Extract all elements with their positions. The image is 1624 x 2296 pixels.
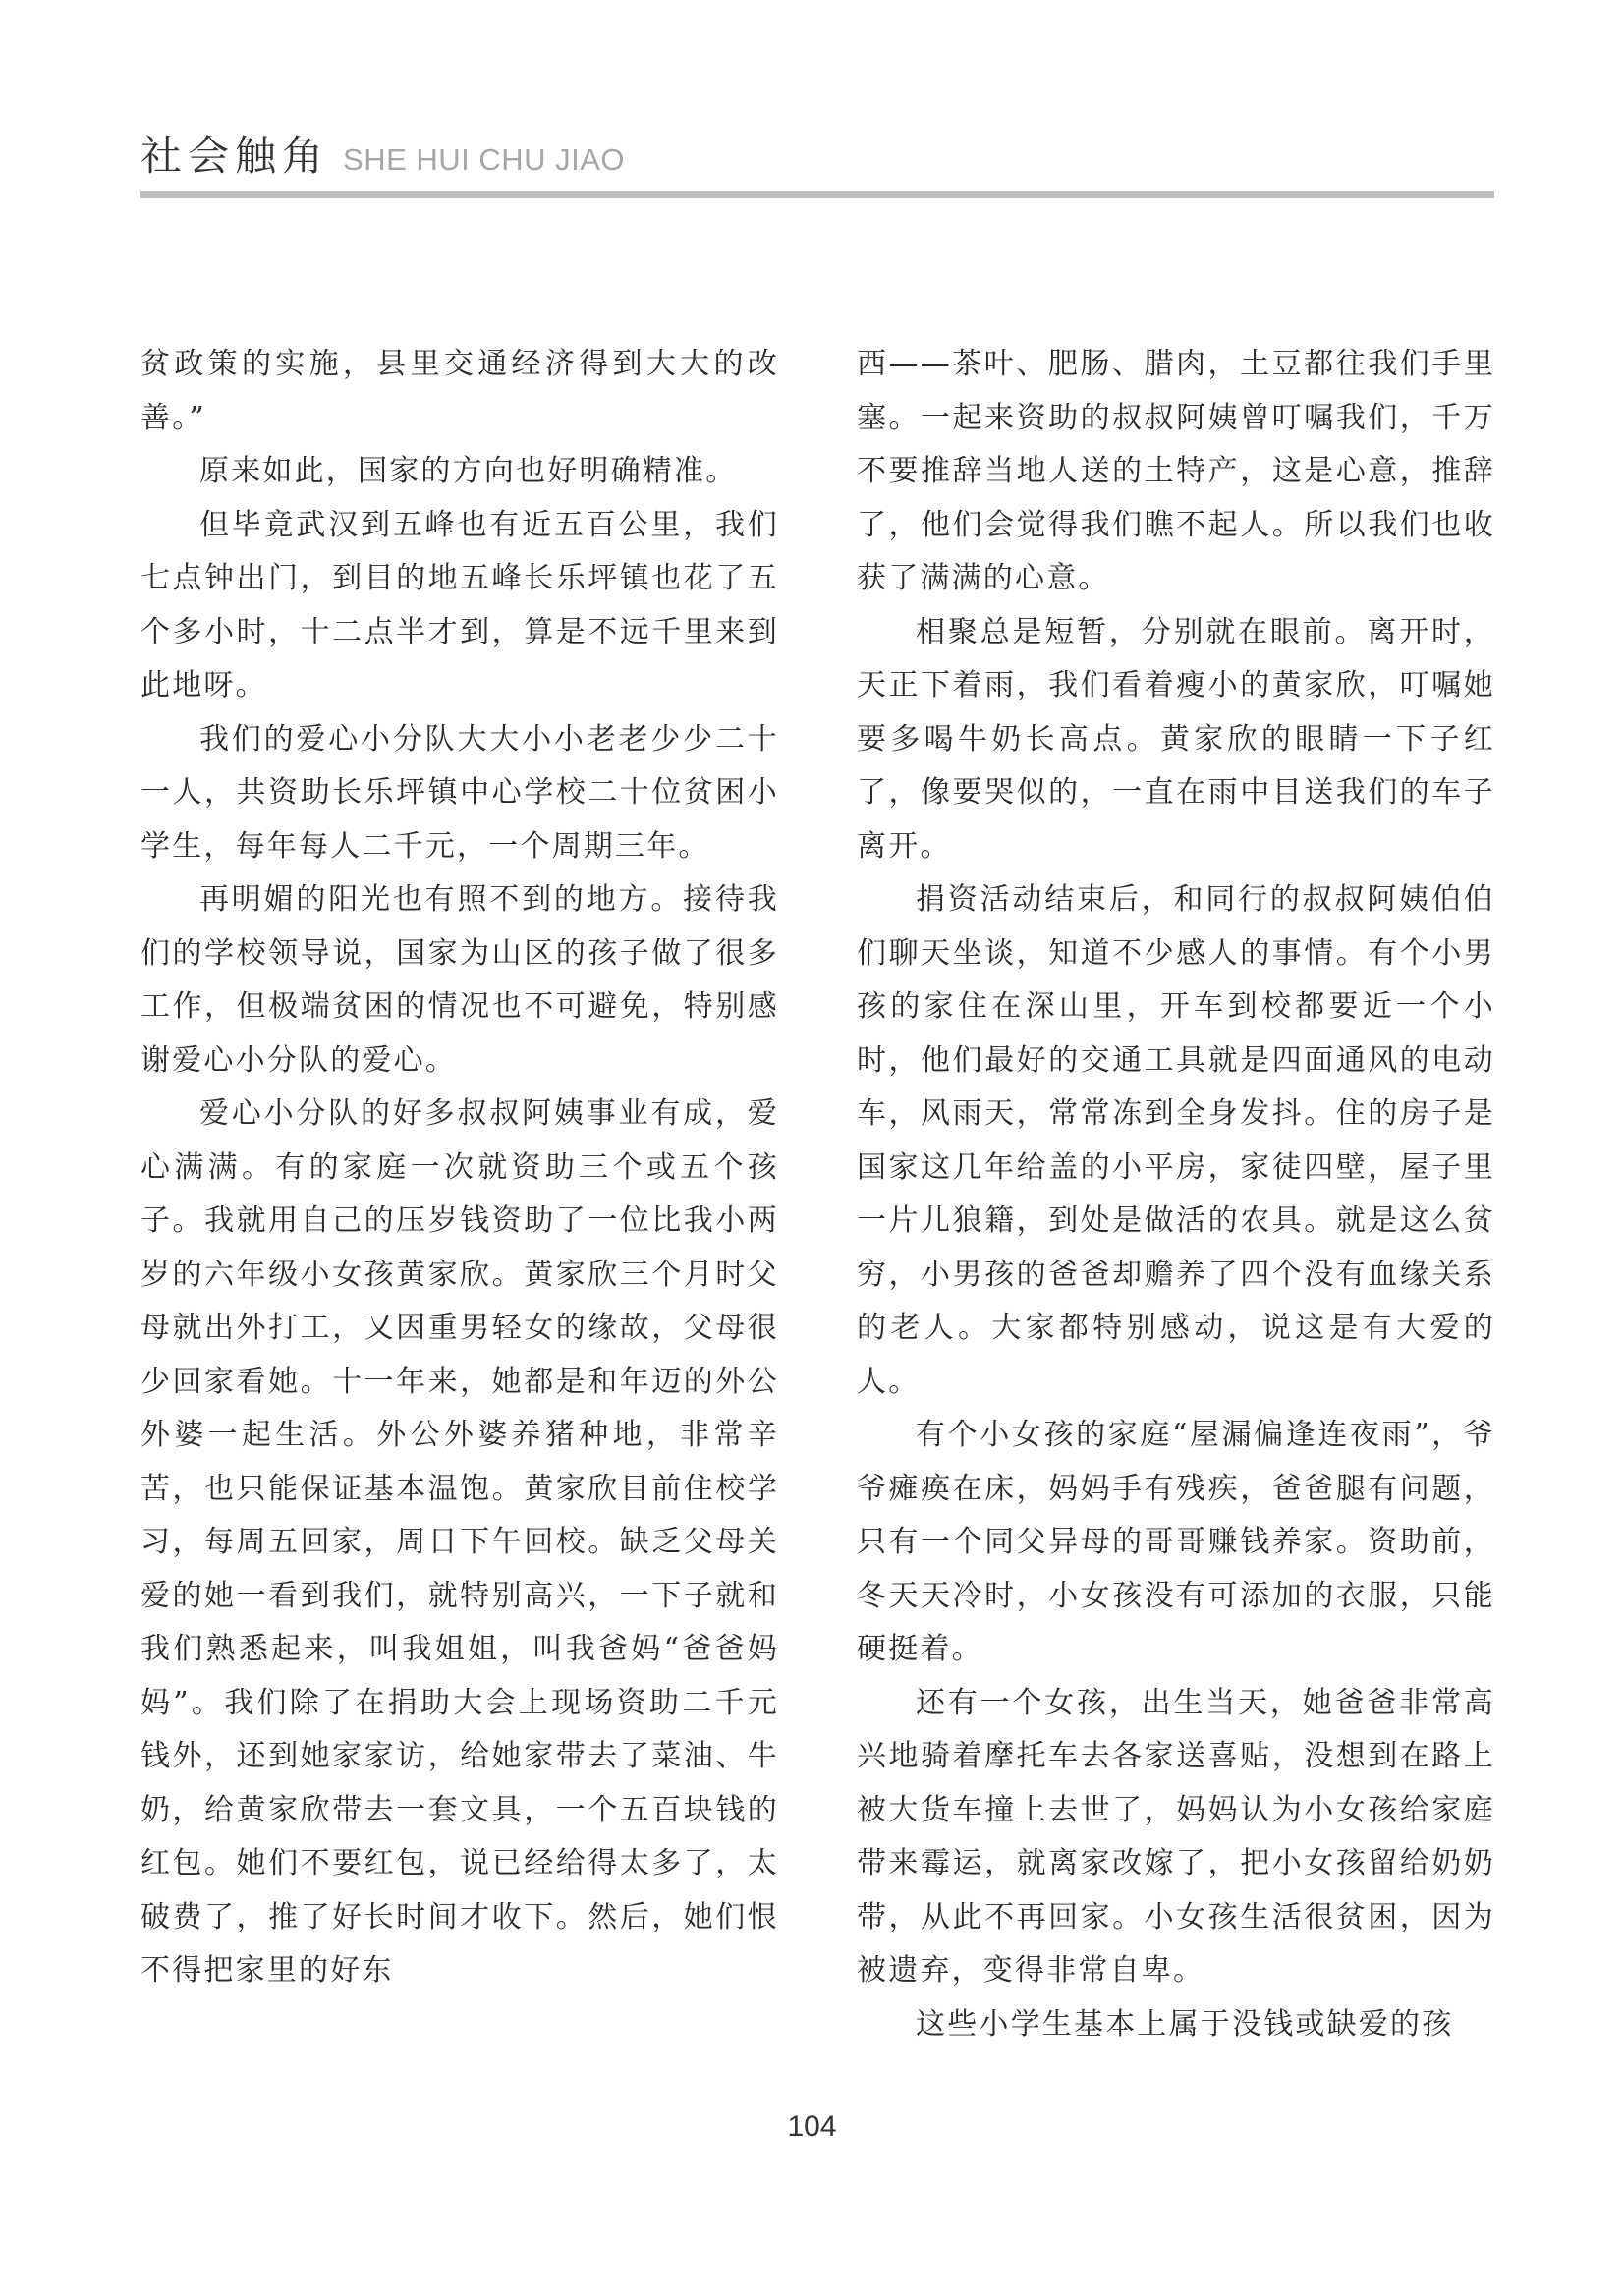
page-number: 104 [787,2110,837,2143]
right-column [857,338,1495,2051]
left-column [140,338,779,1998]
section-title-en: SHE HUI CHU JIAO [343,142,626,177]
paragraph: 爱心小分队的好多叔叔阿姨事业有成，爱心满满。有的家庭一次就资助三个或五个孩子。我就用自己的压岁钱资助了一位比我小两岁的六年级小女孩黄家欣。黄家欣三个月时父母就出外打工，又因重男轻女的缘故，父母很少回家看她。十一年来，她都是和年迈的外公外婆一起生活。外公外婆养猪种地，非常辛苦，也只能保证基本温饱。黄家欣目前住校学习，每周五回家，周日下午回校。缺乏父母关爱的她一看到我们，就特别高兴，一下子就和我们熟悉起来，叫我姐姐，叫我爸妈“爸爸妈妈”。我们除了在捐助大会上现场资助二千元钱外，还到她家家访，给她家带去了菜油、牛奶，给黄家欣带去一套文具，一个五百块钱的红包。她们不要红包，说已经给得太多了，太破费了，推了好长时间才收下。然后，她们恨不得把家里的好东 [140,1096,779,1988]
paragraph: 再明媚的阳光也有照不到的地方。接待我们的学校领导说，国家为山区的孩子做了很多工作，但极端贫困的情况也不可避免，特别感谢爱心小分队的爱心。 [140,882,779,1078]
section-title-zh: 社会触角 [140,132,330,180]
paragraph: 有个小女孩的家庭“屋漏偏逢连夜雨”，爷爷瘫痪在床，妈妈手有残疾，爸爸腿有问题，只有一个同父异母的哥哥赚钱养家。资助前，冬天天冷时，小女孩没有可添加的衣服，只能硬挺着。 [857,1418,1495,1666]
header-rule [140,191,1494,198]
paragraph: 捐资活动结束后，和同行的叔叔阿姨伯伯们聊天坐谈，知道不少感人的事情。有个小男孩的家住在深山里，开车到校都要近一个小时，他们最好的交通工具就是四面通风的电动车，风雨天，常常冻到全身发抖。住的房子是国家这几年给盖的小平房，家徒四壁，屋子里一片儿狼籍，到处是做活的农具。就是这么贫穷，小男孩的爸爸却赡养了四个没有血缘关系的老人。大家都特别感动，说这是有大爱的人。 [857,882,1495,1399]
paragraph: 西——茶叶、肥肠、腊肉，土豆都往我们手里塞。一起来资助的叔叔阿姨曾叮嘱我们，千万不要推辞当地人送的土特产，这是心意，推辞了，他们会觉得我们瞧不起人。所以我们也收获了满满的心意。 [857,347,1495,595]
paragraph: 还有一个女孩，出生当天，她爸爸非常高兴地骑着摩托车去各家送喜贴，没想到在路上被大货车撞上去世了，妈妈认为小女孩给家庭带来霉运，就离家改嫁了，把小女孩留给奶奶带，从此不再回家。小女孩生活很贫困，因为被遗弃，变得非常自卑。 [857,1685,1495,1988]
paragraph: 原来如此，国家的方向也好明确精准。 [199,454,738,488]
paragraph: 这些小学生基本上属于没钱或缺爱的孩 [916,2006,1454,2042]
paragraph: 但毕竟武汉到五峰也有近五百公里，我们七点钟出门，到目的地五峰长乐坪镇也花了五个多小时，十二点半才到，算是不远千里来到此地呀。 [140,507,779,702]
paragraph: 我们的爱心小分队大大小小老老少少二十一人，共资助长乐坪镇中心学校二十位贫困小学生，每年每人二千元，一个周期三年。 [140,721,779,864]
paragraph: 贫政策的实施，县里交通经济得到大大的改善。” [140,347,779,435]
paragraph: 相聚总是短暂，分别就在眼前。离开时，天正下着雨，我们看着瘦小的黄家欣，叮嘱她要多喝牛奶长高点。黄家欣的眼睛一下子红了，像要哭似的，一直在雨中目送我们的车子离开。 [857,614,1495,864]
running-header [140,132,1494,180]
